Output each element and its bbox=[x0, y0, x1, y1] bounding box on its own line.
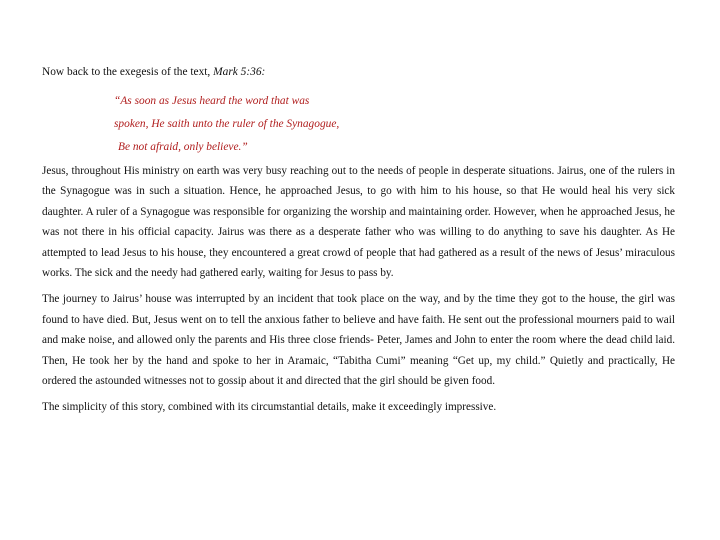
quote-line: spoken, He saith unto the ruler of the Synagogue, bbox=[114, 118, 340, 130]
quote-line: “As soon as Jesus heard the word that was bbox=[114, 95, 310, 107]
scripture-quote bbox=[114, 90, 675, 159]
scripture-reference: Mark 5:36: bbox=[213, 66, 266, 78]
body-paragraph: Jesus, throughout His ministry on earth was very busy reaching out to the needs of people in desperate situations. Jairus, one of the rulers in the Synagogue was in such a situation. Hence, he approached Jesus, to go with him to his house, so that He would heal his very sick daughter. A ruler of a Synagogue was responsible for organizing the worship and maintaining order. However, when he approached Jesus, he was not there in his official capacity. Jairus was there as a desperate father who was willing to do anything to save his daughter. As He attempted to lead Jesus to his house, they encountered a great crowd of people that had gathered as a result of the news of Jesus’ miraculous works. The sick and the needy had gathered early, waiting for Jesus to pass by. bbox=[42, 165, 675, 280]
intro-text: Now back to the exegesis of the text, bbox=[42, 66, 214, 78]
body-paragraph: The journey to Jairus’ house was interrupted by an incident that took place on the way, and by the time they got to the house, the girl was found to have died. But, Jesus went on to tell the anxious father to believe and have faith. He sent out the professional mourners paid to wail and make noise, and allowed only the parents and His three close friends- Peter, James and John to enter the room where the dead child laid. Then, He took her by the hand and spoke to her in Aramaic, “Tabitha Cumi” meaning “Get up, my child.” Quietly and practically, He ordered the astounded witnesses not to gossip about it and directed that the girl should be given food. bbox=[42, 293, 675, 388]
body-paragraph: The simplicity of this story, combined with its circumstantial details, make it exceedingly impressive. bbox=[42, 401, 497, 414]
intro-line bbox=[42, 62, 675, 82]
document-page bbox=[42, 62, 675, 424]
quote-line: Be not afraid, only believe.” bbox=[118, 141, 248, 153]
